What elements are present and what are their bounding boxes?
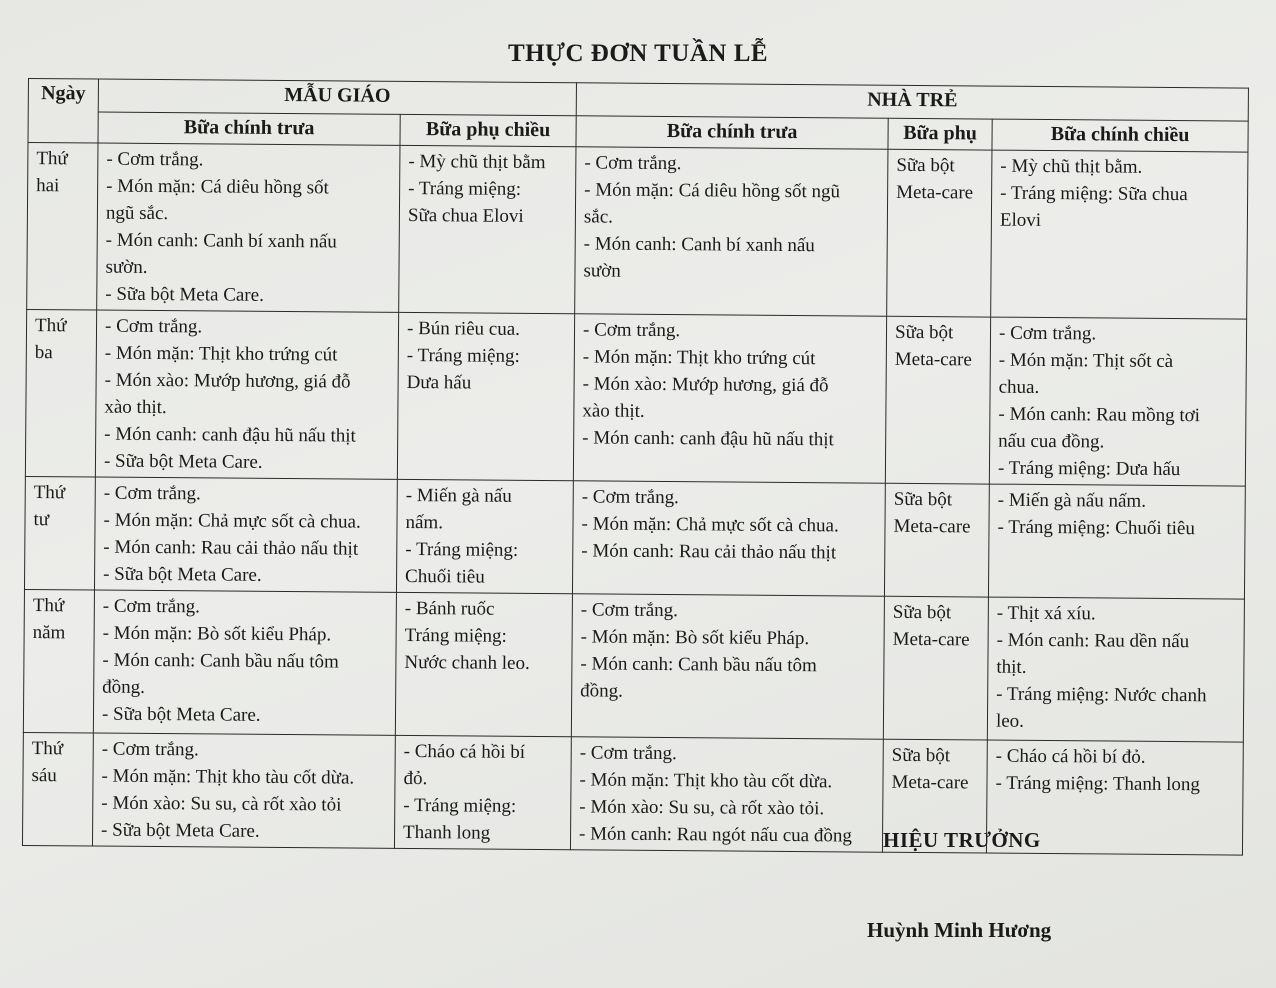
weekly-menu-table xyxy=(22,78,1249,856)
menu-line: - Mỳ chũ thịt bằm. xyxy=(1000,155,1143,178)
menu-line: - Món mặn: Chả mực sốt cà chua. xyxy=(581,513,839,537)
menu-line: Thứ xyxy=(33,482,66,504)
menu-line: - Món canh: Canh bầu nấu tôm xyxy=(102,649,339,673)
menu-line: Sữa bột xyxy=(896,154,955,177)
nursery-snack-cell xyxy=(885,316,990,484)
table-row xyxy=(25,309,1246,486)
menu-line: - Cơm trắng. xyxy=(581,486,679,509)
menu-line: - Miến gà nấu xyxy=(405,484,512,507)
table-row xyxy=(22,732,1243,855)
menu-line: Thứ xyxy=(34,315,67,337)
menu-line: - Sữa bột Meta Care. xyxy=(105,283,264,306)
menu-line: - Món canh: Rau mồng tơi xyxy=(998,403,1201,427)
day-header: Ngày xyxy=(28,79,99,144)
menu-line: - Món mặn: Bò sốt kiểu Pháp. xyxy=(102,622,332,646)
menu-line: - Món canh: Rau ngót nấu cua đồng xyxy=(579,823,852,847)
menu-line: Elovi xyxy=(999,209,1042,231)
nursery-lunch-cell xyxy=(570,737,883,852)
menu-line: - Món canh: Canh bí xanh nấu xyxy=(105,229,337,253)
signature-name: Huỳnh Minh Hương xyxy=(867,918,1052,942)
menu-line: đồng. xyxy=(102,676,146,698)
menu-line: - Món mặn: Cá diêu hồng sốt xyxy=(106,175,329,199)
kg-snack-cell xyxy=(394,735,571,849)
menu-line: xào thịt. xyxy=(104,396,167,419)
day-cell xyxy=(27,143,98,311)
nursery-lunch-cell xyxy=(571,594,884,739)
menu-line: - Tráng miệng: Thanh long xyxy=(995,772,1201,796)
nursery-snack-cell xyxy=(884,483,989,597)
menu-line: thịt. xyxy=(996,656,1027,678)
menu-line: Chuối tiêu xyxy=(405,565,485,588)
nursery-afternoon-cell xyxy=(987,597,1244,742)
kg-lunch-cell xyxy=(92,733,395,848)
table-row xyxy=(24,476,1245,599)
document-title: THỰC ĐƠN TUẦN LỄ xyxy=(507,40,769,67)
menu-line: - Thịt xá xíu. xyxy=(996,602,1096,625)
menu-line: Meta-care xyxy=(894,348,972,371)
menu-line: - Món mặn: Thịt kho trứng cút xyxy=(104,342,338,366)
menu-line: ngũ sắc. xyxy=(105,202,169,225)
kg-lunch-cell xyxy=(93,590,396,735)
menu-line: - Cơm trắng. xyxy=(104,315,203,338)
menu-line: - Cơm trắng. xyxy=(103,482,201,505)
menu-line: Sữa chua Elovi xyxy=(407,204,524,227)
menu-line: đỏ. xyxy=(403,767,428,790)
nursery-lunch-cell xyxy=(573,314,886,483)
nursery-snack-cell xyxy=(887,149,992,317)
menu-line: - Tráng miệng: Nước chanh xyxy=(996,683,1207,707)
kg-snack-cell xyxy=(395,592,572,736)
menu-line: - Cơm trắng. xyxy=(579,742,677,765)
menu-line: leo. xyxy=(995,710,1025,732)
menu-line: - Sữa bột Meta Care. xyxy=(103,450,263,473)
menu-line: - Tráng miệng: Sữa chua xyxy=(1000,182,1188,206)
kg-lunch-cell xyxy=(95,310,398,479)
kg-lunch-cell xyxy=(97,143,400,312)
menu-line: Thứ xyxy=(31,738,64,760)
menu-line: Sữa bột xyxy=(892,601,952,624)
menu-line: - Món mặn: Cá diêu hồng sốt ngũ xyxy=(584,179,841,203)
menu-line: - Sữa bột Meta Care. xyxy=(101,703,261,726)
menu-line: Sữa bột xyxy=(891,744,951,767)
table-row xyxy=(27,143,1248,320)
menu-line: - Tráng miệng: xyxy=(403,794,517,817)
menu-line: - Món canh: Rau cải thảo nấu thịt xyxy=(581,540,837,564)
menu-line: - Món mặn: Chả mực sốt cà chua. xyxy=(103,509,361,533)
day-cell xyxy=(25,309,96,477)
menu-line: - Cơm trắng. xyxy=(101,738,199,761)
nursery-lunch-cell xyxy=(575,147,888,316)
menu-line: Thanh long xyxy=(403,821,491,844)
menu-line: - Món canh: Rau dền nấu xyxy=(996,629,1190,653)
day-cell xyxy=(23,589,94,733)
nursery-lunch-cell xyxy=(572,481,885,596)
kg-snack-cell xyxy=(396,479,573,593)
menu-line: Nước chanh leo. xyxy=(404,651,530,674)
menu-line: Sữa bột xyxy=(893,488,953,511)
kg-snack-cell xyxy=(397,312,574,480)
menu-line: nấm. xyxy=(405,511,444,534)
menu-line: - Sữa bột Meta Care. xyxy=(103,563,262,586)
day-cell xyxy=(22,732,93,846)
menu-line: nấu cua đồng. xyxy=(998,430,1105,453)
signature-title: HIỆU TRƯỞNG xyxy=(883,828,1041,852)
menu-line: sườn. xyxy=(105,256,148,278)
menu-line: - Món xào: Mướp hương, giá đỗ xyxy=(582,373,829,397)
menu-line: - Món mặn: Thịt kho tàu cốt dừa. xyxy=(101,765,355,789)
menu-line: - Món canh: canh đậu hũ nấu thịt xyxy=(582,427,834,451)
nursery-afternoon-cell xyxy=(991,150,1248,319)
nursery-snack-header: Bữa phụ xyxy=(888,118,992,150)
kg-lunch-header: Bữa chính trưa xyxy=(98,112,400,145)
menu-line: - Món mặn: Thịt kho trứng cút xyxy=(582,346,816,370)
menu-line: Thứ xyxy=(36,148,68,170)
day-cell xyxy=(24,476,95,590)
nursery-afternoon-header: Bữa chính chiều xyxy=(992,119,1248,152)
nursery-header: NHÀ TRẺ xyxy=(576,83,1248,121)
nursery-snack-cell xyxy=(883,596,988,740)
menu-line: tư xyxy=(33,509,50,531)
menu-line: - Cơm trắng. xyxy=(998,322,1097,345)
menu-line: - Bún riêu cua. xyxy=(406,317,521,340)
nursery-afternoon-cell xyxy=(988,484,1245,599)
menu-line: Tráng miệng: xyxy=(404,624,507,647)
menu-line: - Tráng miệng: xyxy=(408,177,522,200)
menu-line: - Món xào: Mướp hương, giá đỗ xyxy=(104,369,351,393)
menu-line: sáu xyxy=(31,765,57,787)
kg-snack-cell xyxy=(399,145,576,313)
menu-line: hai xyxy=(36,175,60,197)
nursery-afternoon-cell xyxy=(989,317,1246,486)
menu-line: - Bánh ruốc xyxy=(404,597,495,620)
menu-line: - Miến gà nấu nấm. xyxy=(997,489,1147,512)
menu-line: - Món canh: Rau cải thảo nấu thịt xyxy=(103,536,359,560)
menu-line: - Món xào: Su su, cà rốt xào tỏi xyxy=(101,792,342,816)
menu-line: - Tráng miệng: Chuối tiêu xyxy=(997,516,1196,540)
menu-line: năm xyxy=(32,622,66,644)
menu-line: - Cơm trắng. xyxy=(582,319,681,342)
menu-line: - Cơm trắng. xyxy=(580,599,679,622)
table-row xyxy=(23,589,1244,742)
menu-line: - Cơm trắng. xyxy=(584,152,682,175)
menu-line: Meta-care xyxy=(891,771,969,794)
menu-line: Meta-care xyxy=(892,628,970,651)
menu-line: - Cháo cá hồi bí đỏ. xyxy=(995,745,1146,768)
menu-line: - Món canh: Canh bí xanh nấu xyxy=(583,233,815,257)
menu-line: - Mỳ chũ thịt bằm xyxy=(408,150,546,174)
menu-line: Thứ xyxy=(32,595,65,617)
menu-line: Meta-care xyxy=(896,181,974,204)
menu-line: đồng. xyxy=(580,680,624,702)
nursery-lunch-header: Bữa chính trưa xyxy=(576,116,888,149)
menu-line: - Tráng miệng: xyxy=(406,344,520,367)
menu-line: - Sữa bột Meta Care. xyxy=(101,819,260,842)
menu-line: - Cơm trắng. xyxy=(106,148,204,171)
menu-line: sườn xyxy=(583,260,621,282)
kg-afternoon-snack-header: Bữa phụ chiều xyxy=(400,114,576,146)
menu-line: xào thịt. xyxy=(582,400,645,422)
kindergarten-header: MẪU GIÁO xyxy=(98,79,576,116)
menu-line: - Tráng miệng: xyxy=(405,538,519,561)
menu-line: - Món mặn: Bò sốt kiểu Pháp. xyxy=(580,626,810,650)
menu-line: - Món xào: Su su, cà rốt xào tỏi. xyxy=(579,796,825,820)
menu-line: - Cháo cá hồi bí xyxy=(403,740,526,763)
menu-line: Meta-care xyxy=(893,515,971,538)
menu-line: Dưa hấu xyxy=(406,371,472,394)
kg-lunch-cell xyxy=(94,477,397,592)
menu-line: Sữa bột xyxy=(894,321,954,344)
menu-line: - Tráng miệng: Dưa hấu xyxy=(997,457,1181,481)
menu-line: - Món canh: canh đậu hũ nấu thịt xyxy=(104,423,356,447)
menu-line: chua. xyxy=(998,376,1040,398)
menu-line: - Cơm trắng. xyxy=(102,595,201,618)
menu-line: - Món mặn: Thịt kho tàu cốt dừa. xyxy=(579,769,833,793)
menu-line: - Món canh: Canh bầu nấu tôm xyxy=(580,653,817,677)
menu-line: ba xyxy=(34,342,53,364)
menu-line: - Món mặn: Thịt sốt cà xyxy=(998,349,1174,373)
menu-line: sắc. xyxy=(583,206,614,228)
